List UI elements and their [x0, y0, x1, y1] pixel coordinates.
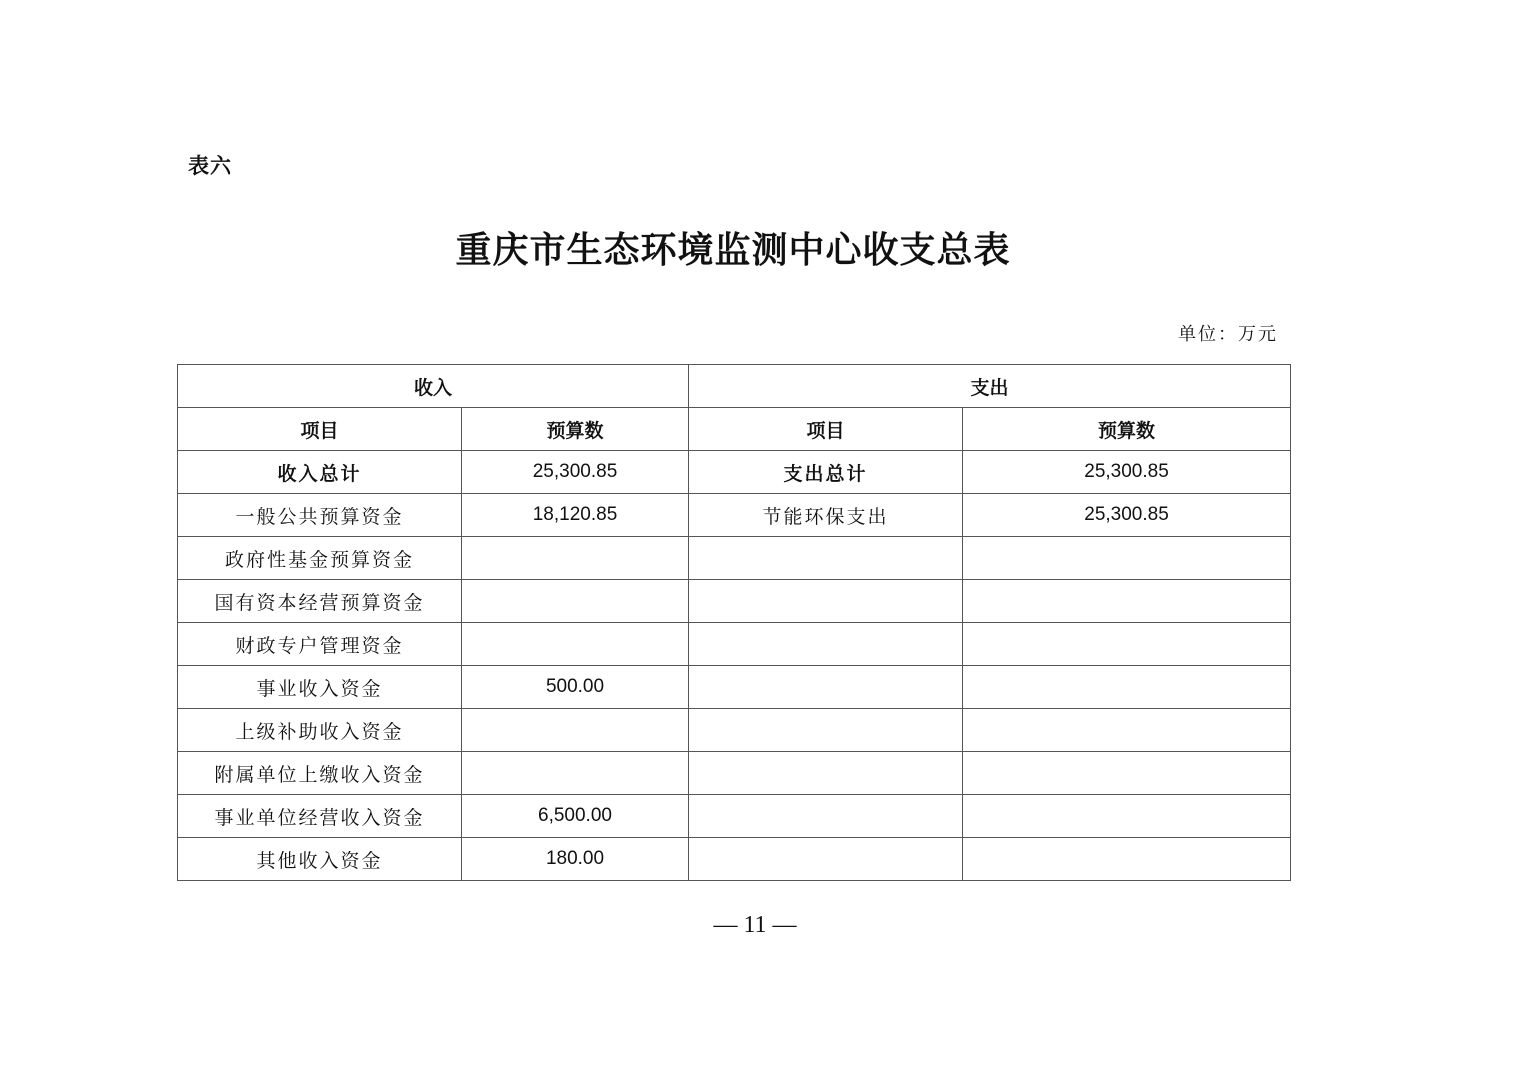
expense-amount-cell: [963, 666, 1291, 709]
income-amount-cell: 500.00: [462, 666, 689, 709]
income-amount-cell: [462, 537, 689, 580]
expense-item-cell: [689, 752, 963, 795]
expense-section-header: 支出: [689, 365, 1291, 408]
table-row: [178, 494, 1291, 537]
income-amount-cell: 180.00: [462, 838, 689, 881]
table-row: [178, 709, 1291, 752]
document-title: 重庆市生态环境监测中心收支总表: [455, 229, 1011, 271]
expense-item-cell: [689, 623, 963, 666]
income-item-cell: 国有资本经营预算资金: [178, 580, 462, 623]
table-row: [178, 623, 1291, 666]
expense-item-cell: [689, 580, 963, 623]
income-item-cell: 收入总计: [178, 451, 462, 494]
table-label: 表六: [188, 154, 232, 178]
income-item-cell: 事业单位经营收入资金: [178, 795, 462, 838]
income-amount-cell: [462, 580, 689, 623]
table-row: [178, 537, 1291, 580]
income-amount-cell: [462, 752, 689, 795]
expense-item-cell: [689, 709, 963, 752]
income-item-cell: 事业收入资金: [178, 666, 462, 709]
income-amount-cell: [462, 709, 689, 752]
unit-note: 单位：万元: [1178, 324, 1278, 345]
income-amount-header: 预算数: [462, 408, 689, 451]
income-section-header: 收入: [178, 365, 689, 408]
expense-amount-cell: [963, 838, 1291, 881]
expense-amount-cell: [963, 752, 1291, 795]
expense-amount-cell: 25,300.85: [963, 494, 1291, 537]
income-item-cell: 附属单位上缴收入资金: [178, 752, 462, 795]
income-amount-cell: 18,120.85: [462, 494, 689, 537]
income-item-header: 项目: [178, 408, 462, 451]
column-header-row: [178, 408, 1291, 451]
expense-item-cell: [689, 838, 963, 881]
income-expense-table: [177, 364, 1291, 881]
table-row: [178, 451, 1291, 494]
page-number: — 11 —: [713, 912, 797, 938]
section-header-row: [178, 365, 1291, 408]
expense-amount-cell: [963, 537, 1291, 580]
table-row: [178, 795, 1291, 838]
table-row: [178, 666, 1291, 709]
income-item-cell: 财政专户管理资金: [178, 623, 462, 666]
expense-amount-cell: [963, 709, 1291, 752]
expense-item-cell: 支出总计: [689, 451, 963, 494]
income-item-cell: 一般公共预算资金: [178, 494, 462, 537]
expense-item-cell: [689, 666, 963, 709]
income-item-cell: 政府性基金预算资金: [178, 537, 462, 580]
income-item-cell: 上级补助收入资金: [178, 709, 462, 752]
expense-item-cell: [689, 537, 963, 580]
expense-amount-header: 预算数: [963, 408, 1291, 451]
table-row: [178, 838, 1291, 881]
expense-item-cell: [689, 795, 963, 838]
income-item-cell: 其他收入资金: [178, 838, 462, 881]
table-row: [178, 580, 1291, 623]
income-amount-cell: 6,500.00: [462, 795, 689, 838]
expense-amount-cell: [963, 580, 1291, 623]
income-amount-cell: [462, 623, 689, 666]
expense-item-cell: 节能环保支出: [689, 494, 963, 537]
table-row: [178, 752, 1291, 795]
expense-amount-cell: 25,300.85: [963, 451, 1291, 494]
expense-amount-cell: [963, 623, 1291, 666]
expense-amount-cell: [963, 795, 1291, 838]
expense-item-header: 项目: [689, 408, 963, 451]
income-amount-cell: 25,300.85: [462, 451, 689, 494]
